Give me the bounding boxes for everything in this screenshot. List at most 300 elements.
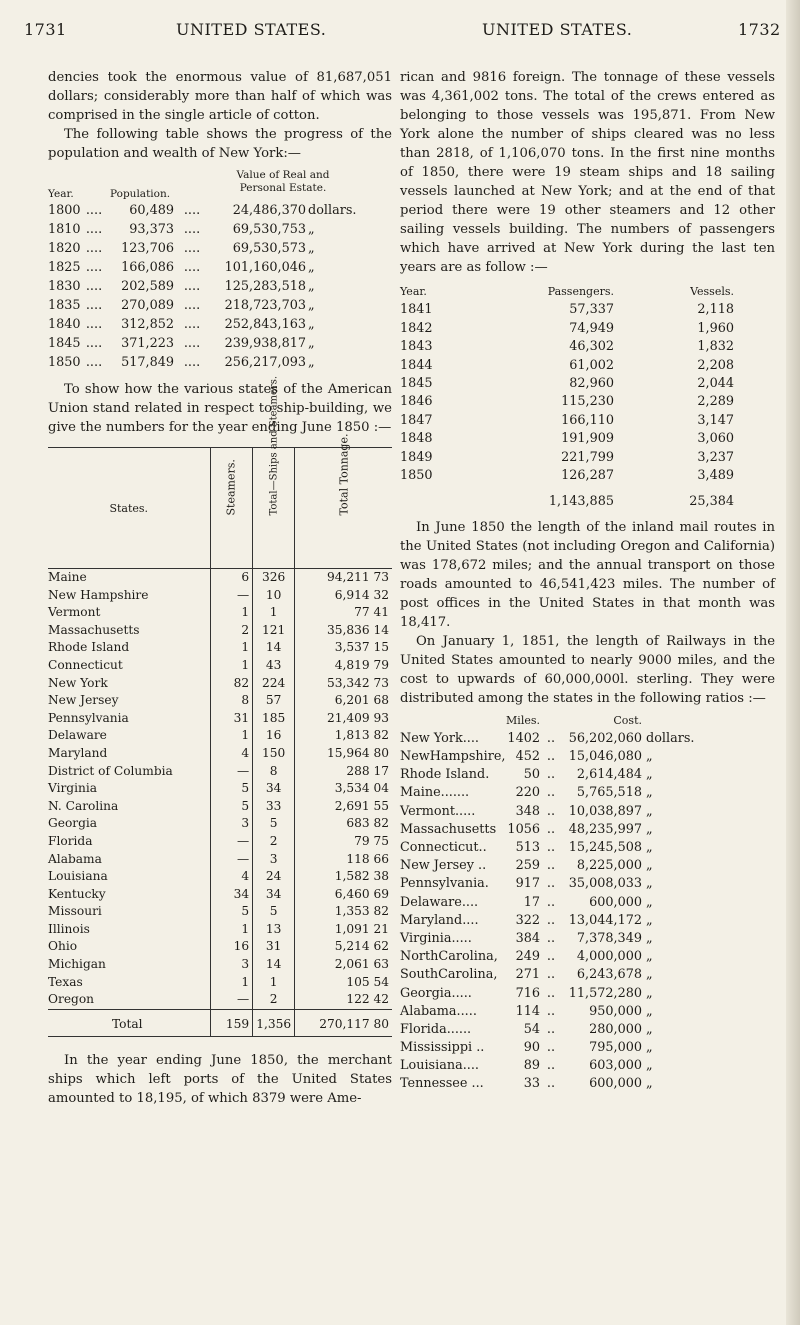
rail-cost: 7,378,349 [576,930,642,946]
state-steamers: 1 [210,974,253,992]
pop-unit: „ [308,222,315,237]
population-row [48,201,392,220]
pop-value: 252,843,163 [224,317,306,332]
passenger-row [400,393,775,411]
dot-leader: .. [546,930,556,946]
dot-leader: .. [546,840,556,855]
rail-cost: 56,202,060 [568,730,642,746]
intro-paragraph: dencies took the enormous value of 81,687,051 dollars; considerably more than half of which was comprised in the single article of cotton. [48,70,392,123]
rail-state: Connecticut.. [400,840,487,855]
state-tonnage: 6,914 32 [295,587,392,605]
state-tonnage: 105 54 [295,974,392,992]
state-total-ships: 121 [253,622,295,640]
pass-year: 1849 [400,449,433,465]
dot-leader: .... [183,222,201,237]
rail-unit: „ [646,930,653,946]
table-row [48,745,392,763]
state-tonnage: 3,537 15 [295,639,392,657]
state-tonnage: 1,353 82 [295,903,392,921]
pop-year: 1840 [48,317,81,332]
state-total-ships: 326 [253,569,295,587]
state-name: New Hampshire [48,587,149,602]
dot-leader: .. [546,1003,556,1019]
rail-state: New York.... [400,730,479,746]
state-name: Massachusetts [48,622,140,637]
state-total-ships: 2 [253,833,295,851]
table-row [48,569,392,587]
rail-unit: „ [646,821,653,837]
table-row [48,763,392,781]
state-tonnage: 79 75 [295,833,392,851]
state-name: Florida [48,833,93,848]
state-name: Texas [48,974,83,989]
state-steamers: — [210,851,253,869]
pass-passengers: 61,002 [569,357,614,373]
rail-state: Vermont..... [400,803,476,819]
state-total-ships: 10 [253,587,295,605]
state-name: Missouri [48,904,102,919]
state-steamers: 1 [210,921,253,939]
rail-unit: „ [646,840,653,855]
dot-leader: .... [85,279,103,294]
table-row [48,956,392,974]
state-name: Michigan [48,957,106,972]
pop-unit: „ [308,298,315,313]
pass-year: 1842 [400,320,433,336]
state-steamers: 3 [210,815,253,833]
pop-year: 1825 [48,260,81,275]
state-steamers: 1 [210,604,253,622]
state-steamers: 6 [210,569,253,587]
col-miles: Miles. [506,713,540,727]
state-tonnage: 1,813 82 [295,727,392,745]
dot-leader: .. [546,1058,556,1074]
rail-unit: „ [646,876,653,892]
dot-leader: .. [546,858,556,874]
rail-miles: 33 [523,1076,540,1092]
pop-population: 202,589 [121,279,174,294]
table-row [48,727,392,745]
table-row [48,692,392,710]
state-steamers: 5 [210,780,253,798]
state-name: Vermont [48,605,101,620]
dot-leader: .... [183,241,201,256]
rail-unit: „ [646,1021,653,1037]
table-row [48,604,392,622]
state-total-ships: 34 [253,780,295,798]
pop-value: 256,217,093 [224,355,306,370]
passenger-row [400,412,775,430]
state-total-ships: 14 [253,639,295,657]
rail-state: Alabama..... [400,1003,477,1019]
passenger-table [400,283,775,512]
pop-value: 24,486,370 [232,203,306,218]
pass-vessels: 2,289 [697,394,734,410]
table-row [48,938,392,956]
state-tonnage: 4,819 79 [295,657,392,675]
railway-row [400,1057,775,1075]
pass-vessels: 3,147 [697,412,734,428]
state-steamers: — [210,587,253,605]
pop-unit: „ [308,336,315,351]
rail-miles: 249 [515,949,540,965]
pop-year: 1850 [48,355,81,370]
state-steamers: 3 [210,956,253,974]
rail-unit: „ [646,803,653,819]
pop-population: 60,489 [129,203,174,218]
state-steamers: 1 [210,727,253,745]
state-tonnage: 21,409 93 [295,710,392,728]
total-passengers: 1,143,885 [548,494,614,510]
state-tonnage: 122 42 [295,991,392,1009]
dot-leader: .... [85,317,103,332]
pass-vessels: 1,960 [697,320,734,336]
col-value: Value of Real and Personal Estate. [236,169,330,194]
pass-passengers: 82,960 [569,375,614,391]
rail-unit: „ [646,749,653,765]
closing-paragraph: In the year ending June 1850, the merchant ships which left ports of the United States amounted to 18,195, of which 8379 were Ame- [48,1052,392,1106]
dot-leader: .. [546,821,556,837]
table-row [48,798,392,816]
state-total-ships: 5 [253,903,295,921]
pop-year: 1800 [48,203,81,218]
state-steamers: 1 [210,639,253,657]
pop-value: 69,530,573 [232,241,306,256]
state-name: Connecticut [48,657,123,672]
state-name: N. Carolina [48,798,119,813]
rail-state: Pennsylvania. [400,876,489,892]
dot-leader: .. [546,894,556,910]
state-tonnage: 3,534 04 [295,780,392,798]
table-row [48,780,392,798]
railway-row [400,930,775,948]
state-tonnage: 77 41 [295,604,392,622]
pop-year: 1820 [48,241,81,256]
rail-miles: 114 [515,1003,540,1019]
dot-leader: .... [183,260,201,275]
dot-leader: .... [85,355,103,370]
pop-unit: dollars. [308,203,357,218]
rail-cost: 15,245,508 [568,840,642,855]
table-row [48,991,392,1009]
state-total-ships: 1 [253,604,295,622]
rail-unit: „ [646,785,653,801]
pass-passengers: 57,337 [569,302,614,318]
state-total-ships: 5 [253,815,295,833]
passenger-row [400,375,775,393]
railway-row [400,748,775,766]
rail-miles: 322 [515,912,540,928]
dot-leader: .. [546,949,556,965]
dot-leader: .... [85,241,103,256]
rail-state: New Jersey .. [400,858,487,874]
state-steamers: 1 [210,657,253,675]
state-steamers: 34 [210,886,253,904]
rail-cost: 4,000,000 [576,949,642,965]
pop-population: 123,706 [121,241,174,256]
rail-state: NorthCarolina, [400,949,498,965]
pass-vessels: 3,237 [697,449,734,465]
rail-unit: „ [646,1003,653,1019]
total-row [48,1009,392,1036]
table-intro-paragraph: The following table shows the progress of the population and wealth of New York:— [48,127,392,161]
pass-year: 1847 [400,412,433,428]
railway-row [400,1039,775,1057]
dot-leader: .. [546,785,556,801]
railway-row [400,839,775,857]
railway-row [400,985,775,1003]
dot-leader: .. [546,967,556,983]
passenger-table-header [400,283,775,301]
pass-passengers: 221,799 [561,449,614,465]
pass-year: 1846 [400,394,433,410]
passenger-row [400,430,775,448]
state-total-ships: 34 [253,886,295,904]
page-edge [786,0,800,1325]
state-total-ships: 3 [253,851,295,869]
state-tonnage: 683 82 [295,815,392,833]
pop-population: 166,086 [121,260,174,275]
rail-state: Maine....... [400,785,470,801]
pass-passengers: 166,110 [561,412,614,428]
pass-vessels: 3,489 [697,467,734,483]
population-row [48,258,392,277]
state-name: Pennsylvania [48,710,129,725]
col-states: States. [48,448,210,569]
rail-state: Louisiana.... [400,1058,479,1074]
table-row [48,903,392,921]
passenger-row [400,338,775,356]
pop-unit: „ [308,260,315,275]
rail-miles: 1056 [507,821,540,837]
state-steamers: — [210,991,253,1009]
pass-vessels: 2,118 [697,302,734,318]
state-total-ships: 13 [253,921,295,939]
col-year: Year. [400,285,427,298]
rail-miles: 259 [515,858,540,874]
table-row [48,833,392,851]
rail-cost: 280,000 [589,1021,642,1037]
pop-unit: „ [308,317,315,332]
passenger-row [400,467,775,485]
rail-unit: „ [646,1040,653,1056]
state-steamers: 4 [210,868,253,886]
col-total-ships: Total—Ships and Steamers. [268,375,280,516]
dot-leader: .... [183,298,201,313]
rail-miles: 17 [523,894,540,910]
pop-value: 101,160,046 [224,260,306,275]
rail-unit: „ [646,894,653,910]
passenger-row [400,449,775,467]
state-name: Oregon [48,992,95,1007]
rail-unit: „ [646,767,653,783]
state-tonnage: 288 17 [295,763,392,781]
rail-unit: „ [646,949,653,965]
state-steamers: 4 [210,745,253,763]
right-running-title: UNITED STATES. [482,20,633,39]
rail-state: SouthCarolina, [400,967,498,983]
table-row [48,639,392,657]
state-total-ships: 24 [253,868,295,886]
state-tonnage: 35,836 14 [295,622,392,640]
state-name: Illinois [48,921,90,936]
railway-row [400,784,775,802]
dot-leader: .. [546,1076,556,1092]
rail-state: NewHampshire, [400,749,506,765]
dot-leader: .. [546,985,556,1001]
table-row [48,622,392,640]
rail-unit: „ [646,912,653,928]
rail-miles: 513 [515,840,540,855]
pop-population: 517,849 [121,355,174,370]
rail-cost: 795,000 [589,1040,642,1056]
rail-miles: 90 [523,1040,540,1056]
railway-row [400,875,775,893]
dot-leader: .. [546,730,556,746]
state-name: District of Columbia [48,763,173,778]
dot-leader: .. [546,876,556,892]
dot-leader: .... [85,222,103,237]
population-row [48,296,392,315]
dot-leader: .... [183,279,201,294]
pass-passengers: 191,909 [561,431,614,447]
population-table [48,167,392,372]
dot-leader: .. [546,803,556,819]
state-name: Louisiana [48,869,108,884]
pop-unit: „ [308,279,315,294]
rail-unit: „ [646,1058,653,1074]
rail-unit: „ [646,1076,653,1092]
state-total-ships: 185 [253,710,295,728]
state-tonnage: 53,342 73 [295,675,392,693]
state-tonnage: 1,091 21 [295,921,392,939]
pop-population: 270,089 [121,298,174,313]
railway-table-header [400,712,775,730]
state-tonnage: 5,214 62 [295,938,392,956]
rail-cost: 600,000 [589,894,642,910]
state-tonnage: 2,061 63 [295,956,392,974]
pop-unit: „ [308,241,315,256]
railway-table [400,712,775,1094]
rail-state: Massachusetts [400,821,497,837]
rail-cost: 15,046,080 [568,749,642,765]
rail-state: Tennessee ... [400,1076,484,1092]
population-table-header [48,167,392,201]
rail-cost: 6,243,678 [576,967,642,983]
col-year: Year. [48,188,74,200]
total-steamers: 159 [210,1009,253,1036]
col-passengers: Passengers. [547,285,614,298]
state-tonnage: 118 66 [295,851,392,869]
pass-vessels: 2,208 [697,357,734,373]
rail-cost: 603,000 [589,1058,642,1074]
passenger-row [400,301,775,319]
rail-cost: 10,038,897 [568,803,642,819]
table-row [48,710,392,728]
state-tonnage: 15,964 80 [295,745,392,763]
state-name: Rhode Island [48,640,130,655]
passenger-total-row [400,493,775,511]
pass-passengers: 74,949 [569,320,614,336]
col-cost: Cost. [613,713,642,727]
railway-row [400,803,775,821]
rail-cost: 2,614,484 [576,767,642,783]
dot-leader: .... [183,336,201,351]
mail-routes-paragraph: In June 1850 the length of the inland mail routes in the United States (not including Oregon and California) was 178,672 miles; and the annual transport on those roads amounted to 46,541,423 miles. The number of post offices in the United States in that month was 18,417. [400,519,775,630]
state-total-ships: 2 [253,991,295,1009]
dot-leader: .. [546,912,556,928]
population-row [48,353,392,372]
passenger-row [400,320,775,338]
pop-value: 125,283,518 [224,279,306,294]
state-steamers: 2 [210,622,253,640]
railway-row [400,766,775,784]
population-row [48,315,392,334]
state-tonnage: 6,201 68 [295,692,392,710]
state-total-ships: 31 [253,938,295,956]
population-row [48,277,392,296]
dot-leader: .... [183,355,201,370]
pass-year: 1850 [400,467,433,483]
railway-row [400,821,775,839]
state-tonnage: 94,211 73 [295,569,392,587]
state-name: Alabama [48,851,102,866]
rail-state: Delaware.... [400,894,479,910]
rail-miles: 220 [515,785,540,801]
state-steamers: 8 [210,692,253,710]
col-steamers: Steamers. [224,458,238,515]
pass-year: 1845 [400,375,433,391]
railway-row [400,1021,775,1039]
pass-year: 1843 [400,339,433,355]
rail-state: Maryland.... [400,912,479,928]
table-row [48,675,392,693]
state-steamers: 5 [210,798,253,816]
railway-row [400,948,775,966]
pass-year: 1848 [400,431,433,447]
rail-cost: 950,000 [589,1003,642,1019]
pop-population: 371,223 [121,336,174,351]
col-tonnage: Total Tonnage. [337,433,351,515]
rail-unit: „ [646,858,653,874]
rail-state: Mississippi .. [400,1040,485,1056]
rail-cost: 8,225,000 [576,858,642,874]
state-total-ships: 8 [253,763,295,781]
rail-miles: 348 [515,803,540,819]
pop-value: 239,938,817 [224,336,306,351]
railway-row [400,912,775,930]
passenger-row [400,357,775,375]
state-name: Ohio [48,939,78,954]
state-steamers: 31 [210,710,253,728]
rail-state: Florida...... [400,1021,472,1037]
state-steamers: 82 [210,675,253,693]
pop-year: 1810 [48,222,81,237]
rail-state: Virginia..... [400,930,472,946]
state-total-ships: 150 [253,745,295,763]
dot-leader: .. [546,1021,556,1037]
dot-leader: .... [183,317,201,332]
railways-paragraph: On January 1, 1851, the length of Railways in the United States amounted to nearly 9000 miles, and the cost to upwards of 60,000,000l. sterling. They were distributed among the states in the following ratios :— [400,633,775,706]
left-page-number: 1731 [24,20,67,39]
pop-value: 69,530,753 [232,222,306,237]
pass-vessels: 2,044 [697,375,734,391]
population-row [48,239,392,258]
state-name: Georgia [48,816,98,831]
states-intro-paragraph: To show how the various states of the American Union stand related in respect to ship-building, we give the numbers for the year ending June 1850 :— [48,382,392,435]
rail-cost: 35,008,033 [568,876,642,892]
total-tonnage: 270,117 80 [295,1009,392,1036]
